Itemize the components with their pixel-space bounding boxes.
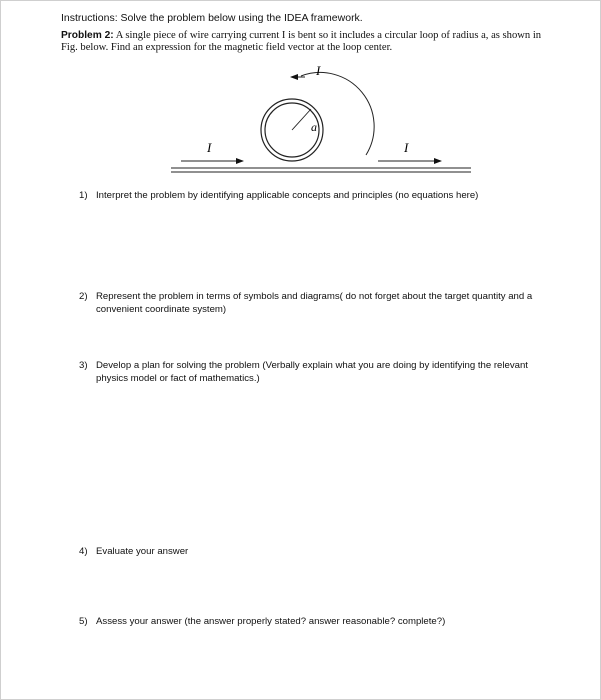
step-number: 3) (79, 360, 88, 371)
problem-label: Problem 2: (61, 30, 114, 41)
step-text: Develop a plan for solving the problem (Verbally explain what you are doing by identifying the relevant physics model or fact of mathematics.) (96, 360, 528, 384)
step-text: Interpret the problem by identifying applicable concepts and principles (no equations here) (96, 190, 479, 201)
step-text: Assess your answer (the answer properly stated? answer reasonable? complete?) (96, 616, 446, 627)
problem-text: A single piece of wire carrying current I is bent so it includes a circular loop of radius a, as shown in Fig. below. Find an expression for the magnetic field vector at the loop center. (61, 30, 542, 53)
step-assess (79, 616, 549, 629)
current-label-left: I (207, 140, 212, 155)
step-text: Evaluate your answer (96, 546, 189, 557)
radius-label: a (311, 120, 317, 134)
step-represent (79, 291, 549, 316)
step-evaluate (79, 546, 549, 559)
problem-statement (61, 30, 551, 54)
step-develop (79, 360, 549, 385)
current-label-right: I (404, 140, 409, 155)
step-number: 2) (79, 291, 88, 302)
step-text: Represent the problem in terms of symbols and diagrams( do not forget about the target quantity and a convenient coordinate system) (96, 291, 533, 315)
step-number: 5) (79, 616, 88, 627)
wire-loop-figure (171, 59, 471, 181)
step-number: 1) (79, 190, 88, 201)
step-number: 4) (79, 546, 88, 557)
current-label-top: I (316, 63, 321, 78)
instructions-line: Instructions: Solve the problem below using the IDEA framework. (61, 12, 363, 24)
step-interpret (79, 190, 549, 203)
